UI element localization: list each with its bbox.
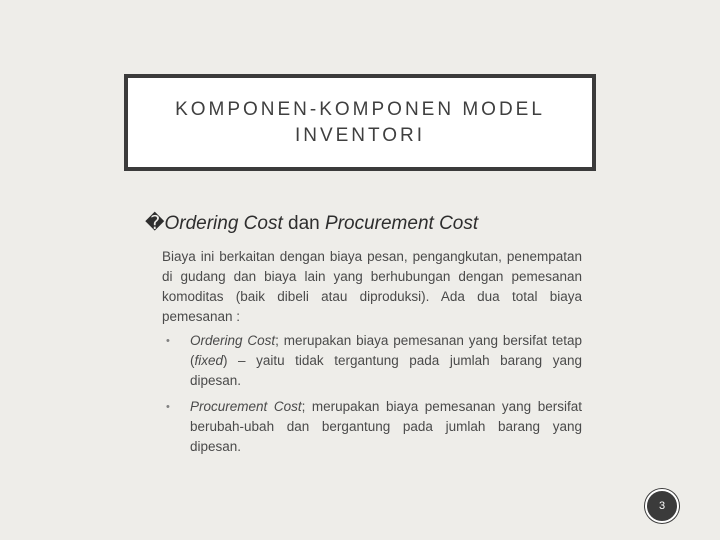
slide-title [175,97,545,149]
title-box [124,74,596,171]
list-item-procurement-cost [162,397,582,457]
body-block [162,247,582,463]
body-paragraph: Biaya ini berkaitan dengan biaya pesan, pengangkutan, penempatan di gudang dan biaya lain yang berhubungan dengan pemesanan komoditas (baik dibeli atau diproduksi). Ada dua total biaya pemesanan : [162,249,582,324]
cost-list [162,331,582,457]
item-text: ; merupakan biaya pemesanan yang bersifat berubah-ubah dan bergantung pada jumlah barang yang dipesan. [190,399,582,454]
page-number: 3 [658,500,666,512]
item-text: ; merupakan biaya pemesanan yang bersifat tetap ( [190,333,582,368]
heading-bullet-icon: � [145,213,165,234]
page-number-badge [645,489,679,523]
slide-title-line1: KOMPONEN-KOMPONEN MODEL [175,98,545,120]
item-term: Procurement Cost [190,399,302,414]
heading-connector: dan [282,213,326,234]
heading-term-ordering-cost: Ordering Cost [164,213,283,234]
slide-title-line2: INVENTORI [294,124,426,146]
item-term: Ordering Cost [190,333,276,348]
list-item-ordering-cost [162,331,582,391]
item-italic: fixed [194,353,224,368]
section-heading [145,212,478,235]
bullet-dot-icon: • [166,401,170,413]
heading-term-procurement-cost: Procurement Cost [325,213,479,234]
bullet-dot-icon: • [166,335,170,347]
item-text-end: ) – yaitu tidak tergantung pada jumlah barang yang dipesan. [190,353,582,388]
